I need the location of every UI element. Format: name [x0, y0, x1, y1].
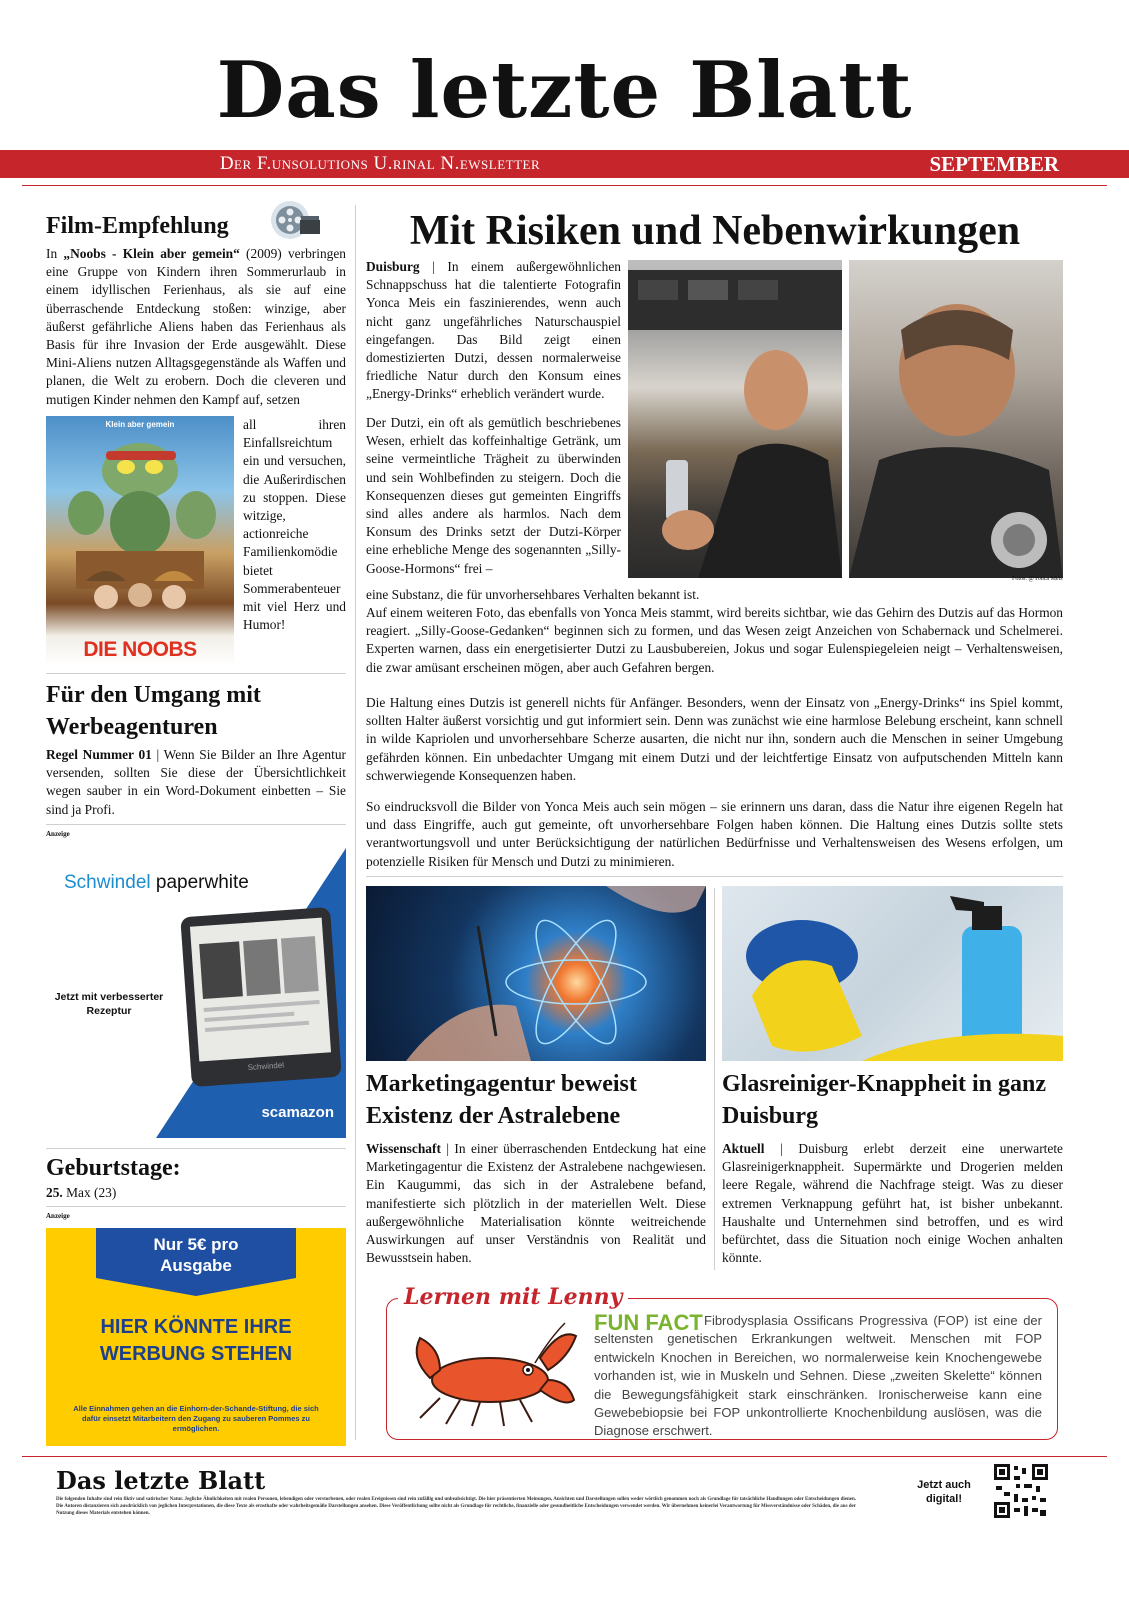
main-headline: Mit Risiken und Nebenwirkungen: [409, 208, 1021, 254]
footer-title: Das letzte Blatt: [56, 1466, 266, 1495]
main-paragraph-5: So eindrucksvoll die Bilder von Yonca Meis auch sein mögen – sie erinnern uns daran, dass die Natur ihre eigenen Regeln hat und dass Eingriffe, auch gut gemeinte, oft unvorhersehbare Folgen haben können. Die Haltung eines Dutzis sollte stets verantwortungsvoll und unter Berücksichtigung der natürlichen Bedürfnisse und Verhaltensweisen des Wesens erfolgen, um potenzielle Risiken für Mensch und Dutzi zu minimieren.: [366, 799, 1063, 869]
ereader-device: [180, 907, 341, 1087]
yellow-ad-footnote: Alle Einnahmen gehen an die Einhorn-der-Schande-Stiftung, die sich dafür einsetzt Mitarbeitern den Zugang zu sauberen Pommes zu ermöglichen.: [73, 1404, 319, 1433]
masthead-title: Das letzte Blatt: [216, 45, 913, 136]
movie-poster: [46, 416, 234, 666]
film-heading: Film-Empfehlung: [46, 213, 229, 239]
ad-label: Anzeige: [46, 1212, 70, 1220]
glass-photo-illustration: [722, 886, 1063, 1061]
column-divider: [355, 205, 356, 1440]
glass-heading: Glasreiniger-Knappheit in ganz Duisburg: [722, 1071, 1047, 1129]
yellow-ad-banner: Nur 5€ pro Ausgabe: [153, 1235, 239, 1275]
main-paragraph-2-continued: eine Substanz, die für unvorhersehbares Verhalten bekannt ist.: [366, 587, 700, 602]
fun-fact-label: FUN FACT: [594, 1310, 703, 1335]
digital-label: Jetzt auch digital!: [917, 1479, 971, 1505]
kindle-ad[interactable]: [46, 848, 346, 1138]
issue-month: SEPTEMBER: [929, 152, 1059, 176]
agency-rule: Regel Nummer 01 | Wenn Sie Bilder an Ihre Agentur versenden, sollten Sie diese der Übersichtlichkeit wegen sauber in ein Word-Dokument einbetten – Sie sind ja Profi.: [46, 747, 346, 817]
film-reel-icon: [268, 198, 328, 242]
footer-rule: [22, 1456, 1107, 1457]
qr-code-icon[interactable]: [992, 1462, 1050, 1520]
masthead-rule: [22, 185, 1107, 186]
glass-text: Aktuell | Duisburg erlebt derzeit eine unerwartete Glasreinigerknappheit. Supermärkte und Drogerien melden leere Regale, während die Nachfrage steigt. Was zu dieser extremen Verknappung geführt hat, ist bisher unbekannt. Haushalte und Unternehmen sind betroffen, und es wird befürchtet, dass die Situation noch einige Wochen anhalten könnte.: [722, 1141, 1063, 1266]
poster-title: DIE NOOBS: [83, 638, 197, 661]
masthead-bar: [0, 150, 1129, 178]
section-divider: [46, 1206, 346, 1207]
lobster-icon: [400, 1318, 578, 1430]
fun-fact-text: Fibrodysplasia Ossificans Progressiva (FOP) ist eine der seltensten genetischen Erkrankungen weltweit. Menschen mit FOP entwickeln Knochen in Bereichen, wo normalerweise kein Knochengewebe vorhanden ist, wie in Muskeln und Sehnen. Diese „zweiten Skelette“ können die Bewegungsfähigkeit stark einschränken. Ironischerweise kann eine Gewebebiopsie bei FOP unkontrollierte Knochenbildung auslösen, was die Diagnose erschwert.: [594, 1313, 1042, 1439]
glass-photo: [722, 886, 1063, 1061]
astral-photo: [366, 886, 706, 1061]
film-text-continued: all ihren Einfallsreichtum ein und versuchen, die Außerirdischen zu stoppen. Diese witzige, actionreiche Familienkomödie bietet Sommerabenteuer mit viel Herz und Humor!: [243, 417, 346, 633]
astral-heading: Marketingagentur beweist Existenz der Astralebene: [366, 1071, 637, 1129]
dutzi-photo-1: [628, 260, 842, 578]
yellow-ad[interactable]: [46, 1228, 346, 1446]
main-paragraph-2: Der Dutzi, ein oft als gemütlich beschriebenes Wesen, erhielt das koffeinhaltige Getränk, um seine vermeintliche Trägheit zu überwinden und sein Wohlbefinden zu steigern. Doch die Konsequenzen dieses gut gemeinten Eingriffs sind alles andere als harmlos. Nach dem Konsum des Drinks setzt der Dutzi-Körper eine erhebliche Menge des sogenannten „Silly-Goose-Hormons“ frei –: [366, 415, 621, 576]
main-paragraph-3: Auf einem weiteren Foto, das ebenfalls von Yonca Meis stammt, wird bereits sichtbar, wie das Gehirn des Dutzis auf das Hormon reagiert. „Silly-Goose-Gedanken“ beginnen sich zu formen, und das Wesen zeigt Anzeichen von Schabernack und Schelmerei. Experten warnen, dass ein energetisierter Dutzi zu Lausbubereien, Jokus und sogar Eulenspiegeleien neigt – Verhaltensweisen, die zwar amüsant erscheinen mögen, aber auch Gefahren bergen.: [366, 605, 1063, 675]
dutzi-photo-1-figure: [628, 260, 842, 578]
section-divider: [46, 824, 346, 825]
poster-aliens-illustration: [46, 431, 234, 621]
dutzi-photo-2-figure: [849, 260, 1063, 578]
lenny-title: Lernen mit Lenny: [398, 1284, 628, 1310]
yellow-ad-headline: HIER KÖNNTE IHRE WERBUNG STEHEN: [99, 1316, 293, 1365]
footer-disclaimer: Die folgenden Inhalte sind rein fiktiv und satirischer Natur. Jegliche Ähnlichkeiten mit realen Personen, lebendigen oder verstorbenen, oder realen Ereignissen sind rein zufällig und unbeabsichtigt. Die hier präsentierten Meinungen, Ansichten und Darstellungen sollen weder wörtlich genommen noch als Grundlage für tatsächliche Handlungen oder Entscheidungen dienen. Die Autoren distanzieren sich ausdrücklich von jeglichen Interpretationen, die diese Texte als ernsthafte oder wahrheitsgemäße Darstellungen ansehen. Diese Veröffentlichung sollte nicht als Grundlage für rechtliche, finanzielle oder gesundheitliche Entscheidungen verwendet werden. Wir übernehmen keinerlei Verantwortung für Missverständnisse oder Schäden, die aus der Nutzung dieses Materials entstehen können.: [56, 1497, 856, 1516]
film-intro: In „Noobs - Klein aber gemein“ (2009) verbringen eine Gruppe von Kindern ihren Sommerurlaub in einem idyllischen Ferienhaus, als sie auf eine überraschende Entdeckung stoßen: winzige, aber äußerst gefährliche Aliens haben das Ferienhaus als Basis für ihre Invasion der Erde ausgewählt. Diese Mini-Aliens nutzen Alltagsgegenstände als Waffen und planen, die Welt zu erobern. Doch die cleveren und mutigen Kinder nehmen den Kampf auf, setzen: [46, 246, 346, 407]
section-divider: [46, 673, 346, 674]
masthead-subtitle: Der F.unsolutions U.rinal N.ewsletter: [219, 153, 541, 174]
main-paragraph-4: Die Haltung eines Dutzis ist generell nichts für Anfänger. Besonders, wenn der Einsatz von „Energy-Drinks“ ins Spiel kommt, sollten Halter äußerst vorsichtig und gut informiert sein. Denn was zunächst wie eine harmlose Belebung erscheint, kann schnell in wilde Kapriolen und unvorhersehbare Scherze ausarten, die nicht nur ihn, sondern auch die Menschen in seiner Umgebung gefährden können. Ein unbedachter Umgang mit einem Dutzi und der leichtfertige Einsatz von aufputschenden Mitteln kann schwerwiegende Konsequenzen haben.: [366, 695, 1063, 783]
scamazon-logo: scamazon: [261, 1104, 334, 1121]
section-divider: [366, 876, 1063, 877]
kindle-ad-claim: Jetzt mit verbesserter Rezeptur: [54, 991, 164, 1017]
poster-tagline: Klein aber gemein: [105, 420, 175, 429]
dutzi-photo-2: [849, 260, 1063, 578]
astral-text: Wissenschaft | In einer überraschenden Entdeckung hat eine Marketingagentur die Existenz der Astralebene nachgewiesen. Ein Kaugummi, das sich in der Astralebene befand, manifestierte sich plötzlich in der materiellen Welt. Diese außergewöhnliche Materialisation könnte weitreichende Auswirkungen auf unser Verständnis von Realität und Bewusstsein haben.: [366, 1141, 706, 1266]
birthdays-heading: Geburtstage:: [46, 1155, 181, 1181]
birthday-entry: 25. Max (23): [46, 1185, 117, 1200]
main-paragraph-1: Duisburg | In einem außergewöhnlichen Schnappschuss hat die talentierte Fotografin Yonca Meis ein faszinierendes, wenn auch nicht ganz ungefährliches Naturschauspiel eingefangen. Das Bild zeigt einen domestizierten Dutzi, dessen normalerweise friedliche Natur durch den Konsum eines „Energy-Drinks“ erheblich verändert wurde.: [366, 259, 621, 402]
agency-heading: Für den Umgang mit Werbeagenturen: [46, 682, 261, 740]
film-movie-title: „Noobs - Klein aber gemein“: [63, 246, 240, 261]
astral-photo-illustration: [366, 886, 706, 1061]
ereader-brand: Schwindel: [247, 1060, 285, 1073]
ereader-screen: [190, 918, 331, 1062]
ad-label: Anzeige: [46, 830, 70, 838]
kindle-ad-title: Schwindel paperwhite: [64, 872, 249, 893]
column-divider-bottom: [714, 888, 715, 1270]
photo-credit: Fotos: @Yonca Meis: [1012, 576, 1063, 582]
section-divider: [46, 1148, 346, 1149]
